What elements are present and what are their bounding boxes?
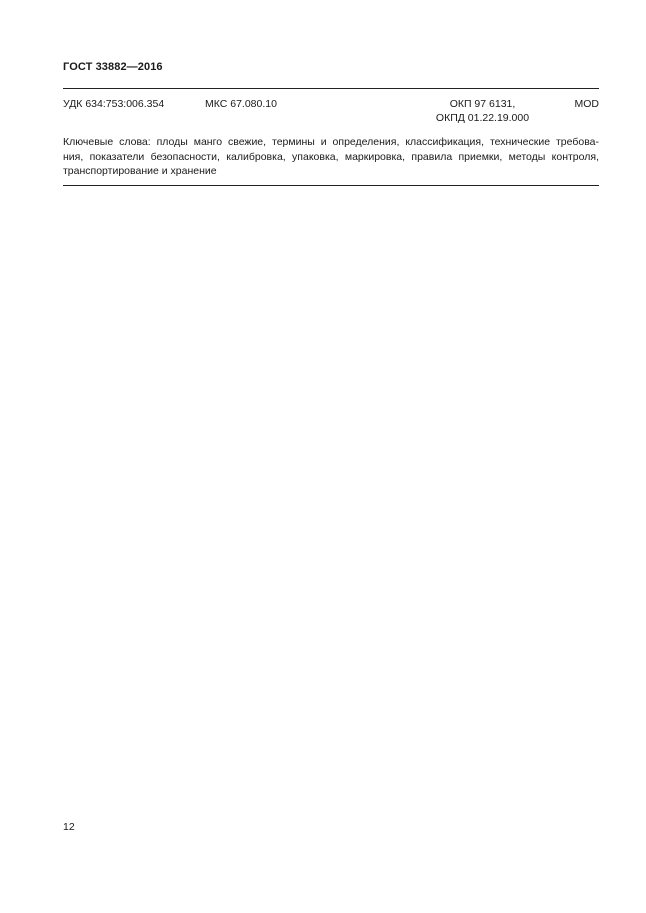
standard-id-header: ГОСТ 33882—2016 (63, 61, 163, 73)
keywords-line: транспортирование и хранение (63, 165, 217, 177)
okpd-code: ОКПД 01.22.19.000 (435, 112, 530, 124)
okp-codes (425, 97, 540, 125)
okp-code: ОКП 97 6131, (449, 98, 516, 110)
page-number: 12 (63, 821, 75, 833)
bottom-divider (63, 185, 599, 186)
mod-label: MOD (574, 98, 599, 110)
keywords-line: ния, показатели безопасности, калибровка, упаковка, маркировка, правила приемки, методы контроля, (63, 150, 599, 163)
udk-code: УДК 634:753:006.354 (63, 98, 165, 110)
mks-code: МКС 67.080.10 (205, 98, 277, 110)
keywords-line: Ключевые слова: плоды манго свежие, термины и определения, классификация, технические требова- (63, 136, 599, 148)
top-divider (63, 88, 599, 89)
keywords-paragraph (63, 135, 599, 179)
